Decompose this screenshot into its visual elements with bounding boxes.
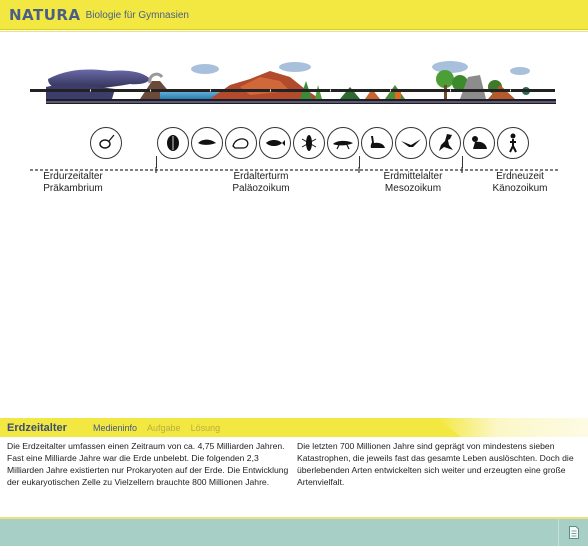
era-divider (359, 156, 360, 168)
tab-medieninfo[interactable]: Medieninfo (93, 422, 138, 433)
fish-icon[interactable] (259, 127, 291, 159)
info-text-left: Die Erdzeitalter umfassen einen Zeitraum von ca. 4,75 Milliarden Jahren. Fast eine Milliarde Jahre war die Erde unbelebt. Die folgenden 2,3 Milliarden Jahre existierten nur Prokaryoten auf der Erde. Die Entwicklung der eukaryotischen Zelle zu Vielzellern brauchte 800 Millionen Jahre. (7, 441, 289, 487)
document-icon (568, 526, 580, 539)
info-text-area (0, 437, 588, 517)
era-name: Erdurzeitalter (43, 171, 103, 182)
timeline-stage (0, 32, 588, 418)
human-icon[interactable] (497, 127, 529, 159)
landscape-illustration (0, 47, 588, 127)
era-name: Erdalterturm (233, 171, 289, 182)
info-tab-bar (0, 418, 588, 437)
era-label-mesozoic[interactable] (373, 171, 453, 195)
dinosaur-icon[interactable] (429, 127, 461, 159)
primate-icon[interactable] (463, 127, 495, 159)
nautilus-icon[interactable] (225, 127, 257, 159)
footer-bar (0, 519, 588, 546)
pterosaur-icon[interactable] (395, 127, 427, 159)
timescale-ruler (30, 89, 555, 95)
brand-subtitle: Biologie für Gymnasien (85, 10, 189, 21)
era-label-paleozoic[interactable] (221, 171, 301, 195)
era-divider (462, 156, 463, 168)
app-header (0, 0, 588, 30)
era-latin: Präkambrium (43, 183, 103, 194)
document-button[interactable] (558, 519, 588, 546)
plesiosaur-icon[interactable] (361, 127, 393, 159)
era-latin: Paläozoikum (232, 183, 290, 194)
era-name: Erdmittelalter (383, 171, 443, 182)
tab-aufgabe[interactable]: Aufgabe (147, 422, 181, 433)
era-name: Erdneuzeit (496, 171, 544, 182)
tab-bar-fade (438, 418, 588, 437)
era-label-precambrian[interactable] (38, 171, 108, 195)
single-cell-icon[interactable] (90, 127, 122, 159)
era-label-cenozoic[interactable] (485, 171, 555, 195)
organism-icon-row (0, 127, 588, 163)
insect-icon[interactable] (293, 127, 325, 159)
tab-loesung[interactable]: Lösung (190, 422, 221, 433)
era-divider (156, 156, 157, 168)
era-latin: Mesozoikum (384, 183, 442, 194)
brand-logo: NATURA (9, 5, 81, 24)
info-text-right: Die letzten 700 Millionen Jahre sind geprägt von mindestens sieben Katastrophen, die jeweils fast das gesamte Leben auslöschten. Doch die überlebenden Arten entwickelten sich weiter und erzeugten eine große Artenvielfalt. (297, 441, 574, 487)
info-title: Erdzeitalter (7, 421, 67, 434)
era-latin: Känozoikum (492, 183, 548, 194)
amphibian-icon[interactable] (327, 127, 359, 159)
jawless-fish-icon[interactable] (191, 127, 223, 159)
trilobite-icon[interactable] (157, 127, 189, 159)
